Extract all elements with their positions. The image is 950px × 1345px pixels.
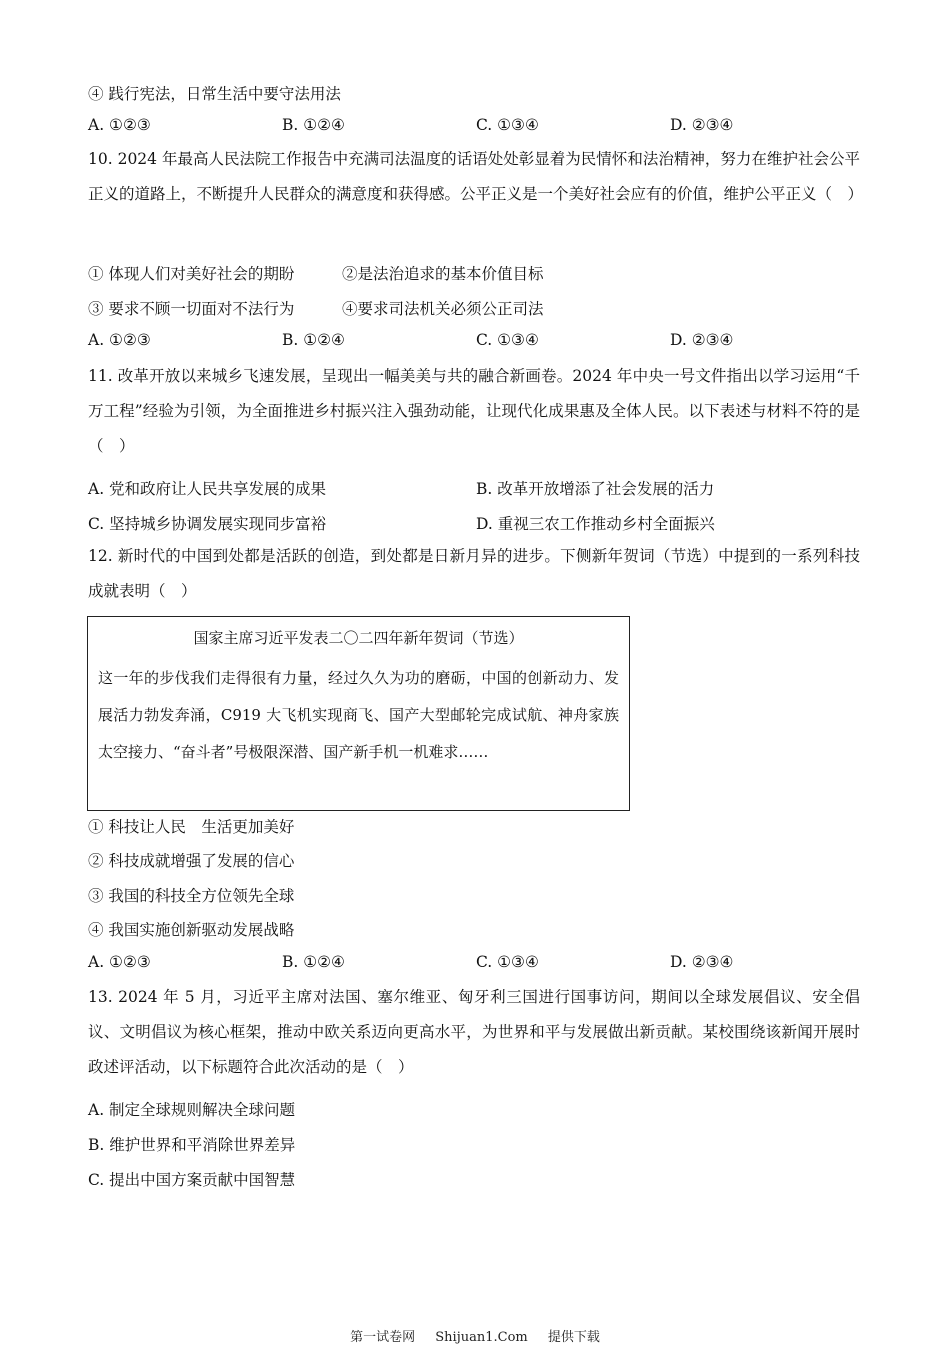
q12-option-a: A. ①②③ [88, 953, 151, 971]
q12-option-c: C. ①③④ [476, 953, 539, 971]
q12-item-4: ④ 我国实施创新驱动发展战略 [88, 921, 295, 939]
q9-option-b: B. ①②④ [282, 116, 345, 134]
q9-option-c: C. ①③④ [476, 116, 539, 134]
q11-option-c: C. 坚持城乡协调发展实现同步富裕 [88, 515, 327, 533]
q11-stem: 11. 改革开放以来城乡飞速发展，呈现出一幅美美与共的融合新画卷。2024 年中央一号文件指出以学习运用“千万工程”经验为引领，为全面推进乡村振兴注入强劲动能，让现代化成果惠及全体人民。以下表述与材料不符的是（ ） [88, 367, 860, 455]
q12-item-2: ② 科技成就增强了发展的信心 [88, 852, 295, 870]
footer-download: 提供下载 [547, 1330, 600, 1345]
q10-item-4: ④要求司法机关必须公正司法 [342, 300, 544, 318]
q10-stem: 10. 2024 年最高人民法院工作报告中充满司法温度的话语处处彰显着为民情怀和法治精神，努力在维护社会公平正义的道路上，不断提升人民群众的满意度和获得感。公平正义是一个美好社会应有的价值，维护公平正义（ ） [88, 150, 864, 203]
q13-stem: 13. 2024 年 5 月，习近平主席对法国、塞尔维亚、匈牙利三国进行国事访问，期间以全球发展倡议、安全倡议、文明倡议为核心框架，推动中欧关系迈向更高水平，为世界和平与发展做出新贡献。某校围绕该新闻开展时政述评活动，以下标题符合此次活动的是（ ） [88, 988, 860, 1076]
q10-option-c: C. ①③④ [476, 331, 539, 349]
q11-option-d: D. 重视三农工作推动乡村全面振兴 [476, 515, 715, 533]
q11-option-a: A. 党和政府让人民共享发展的成果 [88, 480, 327, 498]
q9-option-d: D. ②③④ [670, 116, 734, 134]
q13-option-a: A. 制定全球规则解决全球问题 [88, 1101, 296, 1119]
q9-item-4: ④ 践行宪法，日常生活中要守法用法 [88, 85, 341, 103]
q12-item-1: ① 科技让人民 生活更加美好 [88, 818, 295, 836]
speech-excerpt-box [87, 616, 630, 811]
q11-option-b: B. 改革开放增添了社会发展的活力 [476, 480, 715, 498]
q10-option-a: A. ①②③ [88, 331, 151, 349]
speech-excerpt-body: 这一年的步伐我们走得很有力量，经过久久为功的磨砺，中国的创新动力、发展活力勃发奔涌，C919 大飞机实现商飞、国产大型邮轮完成试航、神舟家族太空接力、“奋斗者”号极限深潜、国产新手机一机难求…… [98, 669, 619, 761]
q12-stem: 12. 新时代的中国到处都是活跃的创造，到处都是日新月异的进步。下侧新年贺词（节选）中提到的一系列科技成就表明（ ） [88, 547, 860, 600]
q10-option-d: D. ②③④ [670, 331, 734, 349]
page-footer [0, 1326, 950, 1345]
q13-option-c: C. 提出中国方案贡献中国智慧 [88, 1171, 296, 1189]
q10-item-1: ① 体现人们对美好社会的期盼 [88, 265, 295, 283]
q12-option-b: B. ①②④ [282, 953, 345, 971]
q13-option-b: B. 维护世界和平消除世界差异 [88, 1136, 296, 1154]
footer-site-cn: 第一试卷网 [350, 1330, 416, 1345]
q10-option-b: B. ①②④ [282, 331, 345, 349]
q12-item-3: ③ 我国的科技全方位领先全球 [88, 887, 295, 905]
q9-option-a: A. ①②③ [88, 116, 151, 134]
footer-site-en[interactable]: Shijuan1.Com [435, 1330, 528, 1345]
q12-option-d: D. ②③④ [670, 953, 734, 971]
q10-item-3: ③ 要求不顾一切面对不法行为 [88, 300, 295, 318]
q10-item-2: ②是法治追求的基本价值目标 [342, 265, 544, 283]
speech-excerpt-title: 国家主席习近平发表二〇二四年新年贺词（节选） [193, 629, 524, 647]
